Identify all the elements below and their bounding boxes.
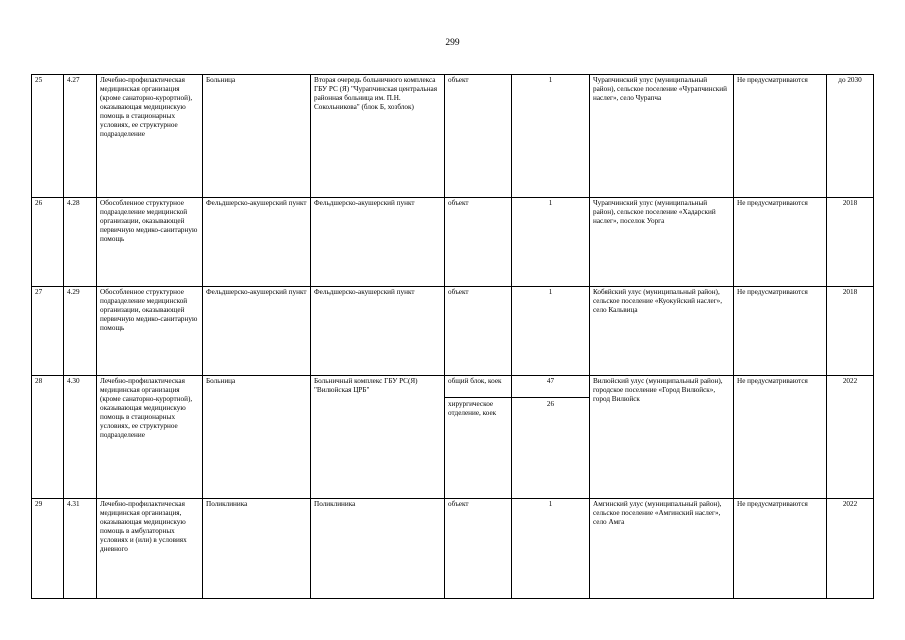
row-name: Фельдшерско-акушерский пункт — [311, 287, 445, 376]
table-row — [32, 75, 874, 198]
row-zones: Не предусматриваются — [734, 376, 827, 499]
page-number: 299 — [445, 38, 460, 48]
row-number: 27 — [32, 287, 64, 376]
row-category: Обособленное структурное подразделение медицинской организации, оказывающей первичную медико-санитарную помощь — [97, 287, 203, 376]
row-unit: объект — [445, 198, 512, 287]
table-row — [32, 376, 874, 499]
row-type: Фельдшерско-акушерский пункт — [203, 287, 311, 376]
row-year: 2018 — [827, 198, 874, 287]
row-unit-secondary: хирургическое отделение, коек — [448, 400, 497, 417]
row-year: 2022 — [827, 499, 874, 599]
row-count: 47 — [512, 377, 589, 398]
row-number: 26 — [32, 198, 64, 287]
row-type: Больница — [203, 75, 311, 198]
row-location: Чурапчинский улус (муниципальный район), сельское поселение «Чурапчинский наслег», село Чурапча — [590, 75, 734, 198]
row-name: Фельдшерско-акушерский пункт — [311, 198, 445, 287]
row-location: Чурапчинский улус (муниципальный район), сельское поселение «Хадарский наслег», поселок Уорга — [590, 198, 734, 287]
row-year: 2022 — [827, 376, 874, 499]
row-location: Вилюйский улус (муниципальный район), городское поселение «Город Вилюйск», город Вилюйск — [590, 376, 734, 499]
table-row — [32, 287, 874, 376]
row-code: 4.29 — [64, 287, 97, 376]
row-number: 28 — [32, 376, 64, 499]
row-name: Вторая очередь больничного комплекса ГБУ РС (Я) "Чурапчинская центральная районная больница им. П.Н. Сокольникова" (блок Б, хозблок) — [311, 75, 445, 198]
row-zones: Не предусматриваются — [734, 75, 827, 198]
row-code: 4.27 — [64, 75, 97, 198]
row-unit: объект — [445, 499, 512, 599]
row-year: 2018 — [827, 287, 874, 376]
table-row — [32, 499, 874, 599]
row-type: Поликлиника — [203, 499, 311, 599]
row-count: 1 — [512, 198, 590, 287]
row-number: 29 — [32, 499, 64, 599]
row-type: Больница — [203, 376, 311, 499]
row-unit-split — [445, 376, 512, 499]
row-zones: Не предусматриваются — [734, 198, 827, 287]
row-location: Кобяйский улус (муниципальный район), сельское поселение «Куокуйский наслег», село Кальвица — [590, 287, 734, 376]
row-location: Амгинский улус (муниципальный район), сельское поселение «Амгинский наслег», село Амга — [590, 499, 734, 599]
row-unit: объект — [445, 287, 512, 376]
row-zones: Не предусматриваются — [734, 499, 827, 599]
row-code: 4.30 — [64, 376, 97, 499]
row-unit: объект — [445, 75, 512, 198]
row-type: Фельдшерско-акушерский пункт — [203, 198, 311, 287]
registry-table — [31, 74, 874, 599]
row-count: 1 — [512, 75, 590, 198]
row-category: Лечебно-профилактическая медицинская организация (кроме санаторно-курортной), оказывающая медицинскую помощь в стационарных условиях, ее структурное подразделение — [97, 376, 203, 499]
row-category: Лечебно-профилактическая медицинская организация, оказывающая медицинскую помощь в амбулаторных условиях и (или) в условиях дневного — [97, 499, 203, 599]
row-number: 25 — [32, 75, 64, 198]
row-category: Лечебно-профилактическая медицинская организация (кроме санаторно-курортной), оказывающая медицинскую помощь в стационарных условиях, ее структурное подразделение — [97, 75, 203, 198]
row-count-secondary: 26 — [546, 400, 555, 408]
row-name: Поликлиника — [311, 499, 445, 599]
row-count: 1 — [512, 287, 590, 376]
table-row — [32, 198, 874, 287]
row-count: 1 — [512, 499, 590, 599]
row-year: до 2030 — [827, 75, 874, 198]
row-category: Обособленное структурное подразделение медицинской организации, оказывающей первичную медико-санитарную помощь — [97, 198, 203, 287]
row-code: 4.28 — [64, 198, 97, 287]
row-zones: Не предусматриваются — [734, 287, 827, 376]
row-name: Больничный комплекс ГБУ РС(Я) "Вилюйская ЦРБ" — [311, 376, 445, 499]
row-code: 4.31 — [64, 499, 97, 599]
row-count-split — [512, 376, 590, 499]
row-unit: общий блок, коек — [445, 377, 511, 398]
